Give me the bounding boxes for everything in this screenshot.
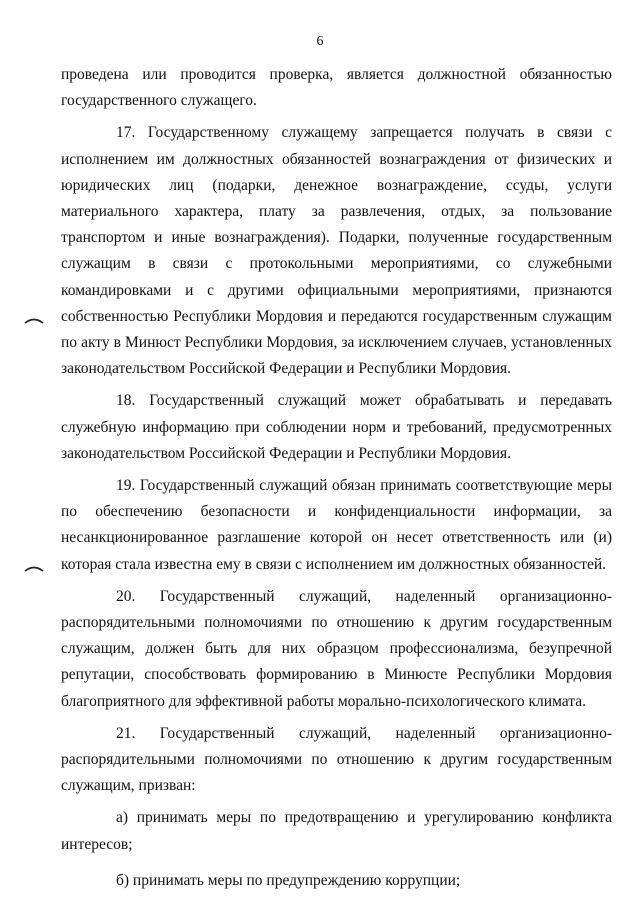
binding-hole-mark — [24, 564, 44, 572]
page-number: 6 — [316, 34, 324, 49]
paragraph-17: 17. Государственному служащему запрещается получать в связи с исполнением им должностных обязанностей вознаграждения от физических и юридических лиц (подарки, денежное вознаграждение, ссуды, услуги материального характера, плату за развлечения, отдых, за пользование транспортом и иные вознаграждения). Подарки, полученные государственным служащим в связи с протокольными мероприятиями, со служебными командировками и с другими официальными мероприятиями, признаются собственностью Республики Мордовия и передаются государственным служащим по акту в Минюст Республики Мордовия, за исключением случаев, установленных законодательством Российской Федерации и Республики Мордовия. — [61, 124, 612, 378]
document-body — [61, 62, 612, 894]
paragraph-18: 18. Государственный служащий может обрабатывать и передавать служебную информацию при соблюдении норм и требований, предусмотренных законодательством Российской Федерации и Республики Мордовия. — [61, 392, 612, 462]
paragraph-20: 20. Государственный служащий, наделенный организационно-распорядительными полномочиями по отношению к другим государственным служащим, должен быть для них образцом профессионализма, безупречной репутации, способствовать формированию в Минюсте Республики Мордовия благоприятного для эффективной работы морально-психологического климата. — [61, 587, 612, 710]
paragraph-continuation: проведена или проводится проверка, является должностной обязанностью государственного служащего. — [61, 66, 612, 110]
binding-hole-mark — [24, 316, 44, 324]
list-item-b: б) принимать меры по предупреждению коррупции; — [116, 871, 461, 889]
list-item-a: а) принимать меры по предотвращению и урегулированию конфликта интересов; — [61, 809, 612, 853]
paragraph-19: 19. Государственный служащий обязан принимать соответствующие меры по обеспечению безопасности и конфиденциальности информации, за несанкционированное разглашение которой он несет ответственность или (и) которая стала известна ему в связи с исполнением им должностных обязанностей. — [61, 477, 612, 573]
paragraph-21: 21. Государственный служащий, наделенный организационно-распорядительными полномочиями по отношению к другим государственным служащим, призван: — [61, 724, 612, 795]
